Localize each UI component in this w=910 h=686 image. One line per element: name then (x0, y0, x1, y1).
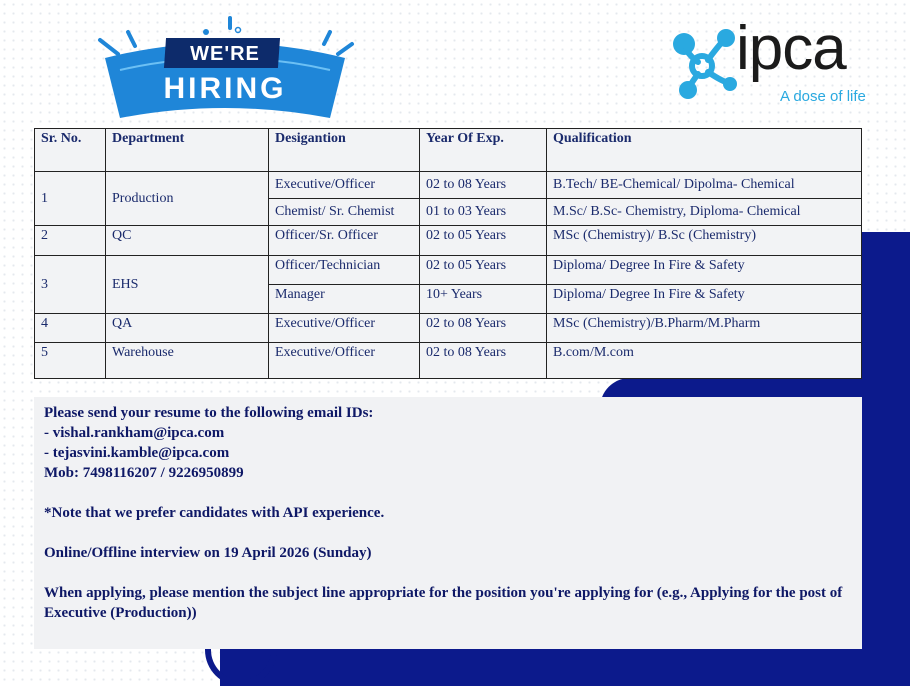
cell-qualification: MSc (Chemistry)/B.Pharm/M.Pharm (547, 314, 862, 343)
cell-designation: Executive/Officer (269, 343, 420, 379)
cell-designation: Executive/Officer (269, 314, 420, 343)
badge-main-text: HIRING (163, 72, 287, 105)
cell-department: Production (106, 172, 269, 226)
table-row (35, 256, 862, 285)
cell-experience: 02 to 08 Years (420, 172, 547, 199)
cell-sr-no: 4 (35, 314, 106, 343)
interview-date: Online/Offline interview on 19 April 2026 (Sunday) (44, 545, 372, 561)
table-row (35, 172, 862, 199)
cell-qualification: B.com/M.com (547, 343, 862, 379)
cell-qualification: MSc (Chemistry)/ B.Sc (Chemistry) (547, 226, 862, 256)
cell-sr-no: 3 (35, 256, 106, 314)
cell-department: QA (106, 314, 269, 343)
cell-designation: Executive/Officer (269, 172, 420, 199)
table-row (35, 343, 862, 379)
cell-department: QC (106, 226, 269, 256)
resume-instruction: Please send your resume to the following email IDs: (44, 405, 374, 421)
navy-background-shape-bottom (220, 645, 910, 686)
cell-sr-no: 1 (35, 172, 106, 226)
mobile-numbers: Mob: 7498116207 / 9226950899 (44, 465, 244, 481)
cell-experience: 02 to 05 Years (420, 226, 547, 256)
cell-qualification: Diploma/ Degree In Fire & Safety (547, 285, 862, 314)
table-header-row (35, 129, 862, 172)
job-openings-table (34, 128, 862, 379)
cell-experience: 10+ Years (420, 285, 547, 314)
table-row (35, 226, 862, 256)
header-experience: Year Of Exp. (420, 129, 547, 172)
cell-sr-no: 2 (35, 226, 106, 256)
email-tejasvini: - tejasvini.kamble@ipca.com (44, 445, 230, 461)
header-qualification: Qualification (547, 129, 862, 172)
cell-experience: 02 to 08 Years (420, 314, 547, 343)
cell-qualification: B.Tech/ BE-Chemical/ Dipolma- Chemical (547, 172, 862, 199)
header-sr-no: Sr. No. (35, 129, 106, 172)
cell-sr-no: 5 (35, 343, 106, 379)
ipca-logo (668, 14, 878, 112)
cell-department: Warehouse (106, 343, 269, 379)
table-row (35, 314, 862, 343)
cell-designation: Manager (269, 285, 420, 314)
cell-experience: 02 to 08 Years (420, 343, 547, 379)
we-are-hiring-badge (80, 10, 370, 125)
header-department: Department (106, 129, 269, 172)
email-vishal: - vishal.rankham@ipca.com (44, 425, 225, 441)
subject-line-instruction: When applying, please mention the subject line appropriate for the position you're applying for (e.g., Applying for the post of Executive (Production)) (44, 585, 843, 621)
badge-top-text: WE'RE (190, 43, 260, 65)
cell-designation: Officer/Sr. Officer (269, 226, 420, 256)
api-experience-note: *Note that we prefer candidates with API experience. (44, 505, 385, 521)
cell-qualification: M.Sc/ B.Sc- Chemistry, Diploma- Chemical (547, 199, 862, 226)
logo-tagline: A dose of life (780, 88, 866, 105)
logo-wordmark: ipca (736, 14, 846, 83)
cell-experience: 02 to 05 Years (420, 256, 547, 285)
header-designation: Desigantion (269, 129, 420, 172)
cell-department: EHS (106, 256, 269, 314)
cell-qualification: Diploma/ Degree In Fire & Safety (547, 256, 862, 285)
application-info-panel (34, 397, 862, 649)
cell-designation: Chemist/ Sr. Chemist (269, 199, 420, 226)
cell-designation: Officer/Technician (269, 256, 420, 285)
cell-experience: 01 to 03 Years (420, 199, 547, 226)
